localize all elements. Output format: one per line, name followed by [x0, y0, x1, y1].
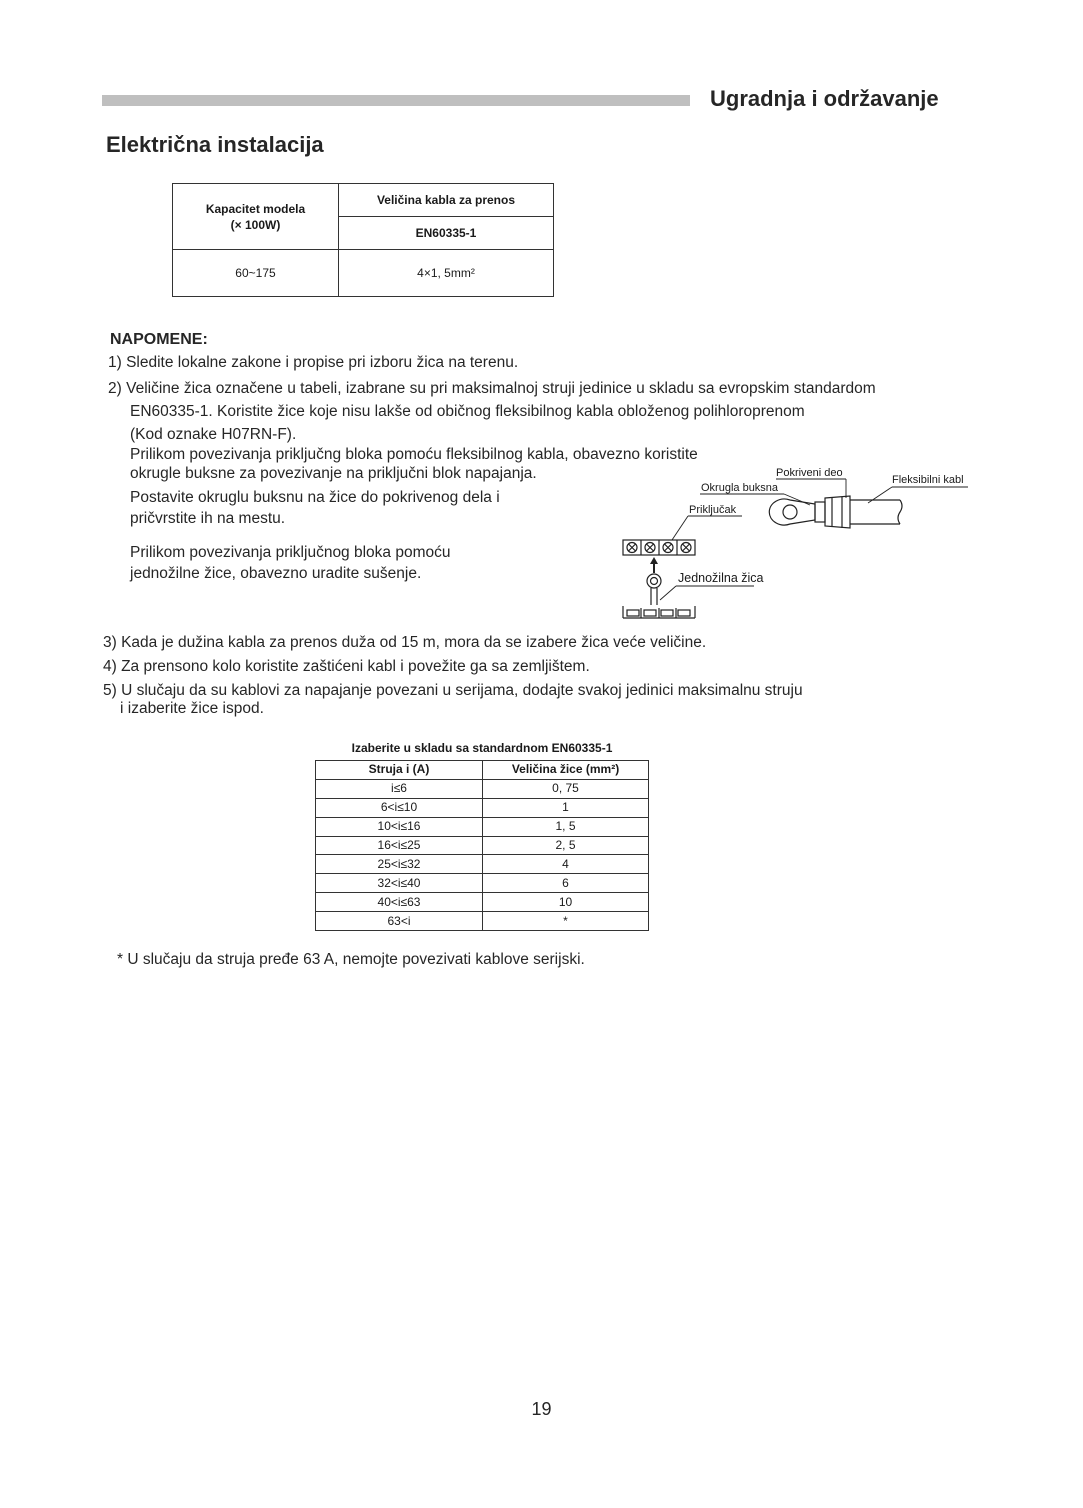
page-number: 19 — [531, 1399, 552, 1419]
current-cell: 32<i≤40 — [316, 874, 483, 893]
table-row — [316, 893, 649, 912]
flexible-cable-label: Fleksibilni kabl — [892, 474, 964, 486]
round-sleeve-drawing — [769, 496, 902, 528]
arrow-up-icon — [650, 557, 658, 573]
current-cell: 40<i≤63 — [316, 893, 483, 912]
current-cell: 63<i — [316, 912, 483, 931]
note-3: 3) Kada je dužina kabla za prenos duža od 15 m, mora da se izabere žica veće veličine. — [103, 634, 707, 651]
notes-title: NAPOMENE: — [110, 331, 208, 348]
section-title: Električna instalacija — [106, 132, 324, 157]
note-2-line-4: Prilikom povezivanja priključng bloka pomoću fleksibilnog kabla, obavezno koristite — [130, 446, 698, 463]
table-row — [316, 836, 649, 855]
covered-part-label: Pokriveni deo — [776, 467, 843, 479]
capacity-header: Kapacitet modela (× 100W) — [173, 184, 339, 250]
header-title: Ugradnja i održavanje — [710, 86, 939, 111]
note-2-line-2: EN60335-1. Koristite žice koje nisu lakše od običnog fleksibilnog kabla obloženog polihloroprenom — [130, 403, 805, 420]
note-4: 4) Za prensono kolo koristite zaštićeni kabl i povežite ga sa zemljištem. — [103, 658, 590, 675]
wire-size-cell: 2, 5 — [483, 836, 649, 855]
connector-label: Priključak — [689, 504, 737, 516]
table-row — [316, 912, 649, 931]
note-2-line-5: okrugle buksne za povezivanje na priključni blok napajanja. — [130, 465, 537, 482]
current-cell: 16<i≤25 — [316, 836, 483, 855]
current-cell: 6<i≤10 — [316, 798, 483, 817]
terminal-strip-drawing — [623, 606, 695, 618]
capacity-value: 60~175 — [173, 250, 339, 297]
note-2-line-3: (Kod oznake H07RN-F). — [130, 426, 297, 443]
wire-table-caption: Izaberite u skladu sa standardnom EN60335-1 — [351, 741, 613, 755]
current-header: Struja i (A) — [316, 761, 483, 780]
current-cell: 10<i≤16 — [316, 817, 483, 836]
table-row — [316, 874, 649, 893]
wire-size-cell: * — [483, 912, 649, 931]
note-5-line-2: i izaberite žice ispod. — [120, 700, 264, 717]
wire-size-table — [315, 760, 649, 931]
single-core-wire-label: Jednožilna žica — [678, 571, 764, 585]
wire-size-cell: 1, 5 — [483, 817, 649, 836]
cable-size-value: 4×1, 5mm² — [339, 250, 554, 297]
table-row — [316, 817, 649, 836]
note-2-line-7: pričvrstite ih na mestu. — [130, 510, 286, 527]
wire-size-cell: 4 — [483, 855, 649, 874]
wire-size-header: Veličina žice (mm²) — [483, 761, 649, 780]
cable-size-header: Veličina kabla za prenos — [339, 184, 554, 217]
current-cell: i≤6 — [316, 779, 483, 798]
wire-size-cell: 0, 75 — [483, 779, 649, 798]
wire-size-cell: 1 — [483, 798, 649, 817]
note-5-line-1: 5) U slučaju da su kablovi za napajanje povezani u serijama, dodajte svakoj jedinici maksimalnu struju — [103, 682, 803, 699]
table-row — [316, 779, 649, 798]
wire-size-cell: 10 — [483, 893, 649, 912]
ring-terminal-drawing — [647, 574, 661, 605]
table-row — [316, 798, 649, 817]
current-cell: 25<i≤32 — [316, 855, 483, 874]
terminal-block-drawing — [623, 540, 695, 555]
footnote: * U slučaju da struja pređe 63 A, nemojte povezivati kablove serijski. — [117, 951, 585, 968]
round-sleeve-label: Okrugla buksna — [701, 482, 779, 494]
note-2-line-8: Prilikom povezivanja priključnog bloka pomoću — [130, 544, 451, 561]
wire-size-cell: 6 — [483, 874, 649, 893]
wiring-diagram — [0, 0, 1083, 640]
note-2-line-1: 2) Veličine žica označene u tabeli, izabrane su pri maksimalnoj struji jedinice u skladu sa evropskim standardom — [108, 380, 876, 397]
note-2-line-6: Postavite okruglu buksnu na žice do pokrivenog dela i — [130, 489, 500, 506]
note-1: 1) Sledite lokalne zakone i propise pri izboru žica na terenu. — [108, 354, 519, 371]
table-row — [316, 855, 649, 874]
standard-subheader: EN60335-1 — [339, 217, 554, 250]
note-2-line-9: jednožilne žice, obavezno uradite sušenje. — [130, 565, 422, 582]
